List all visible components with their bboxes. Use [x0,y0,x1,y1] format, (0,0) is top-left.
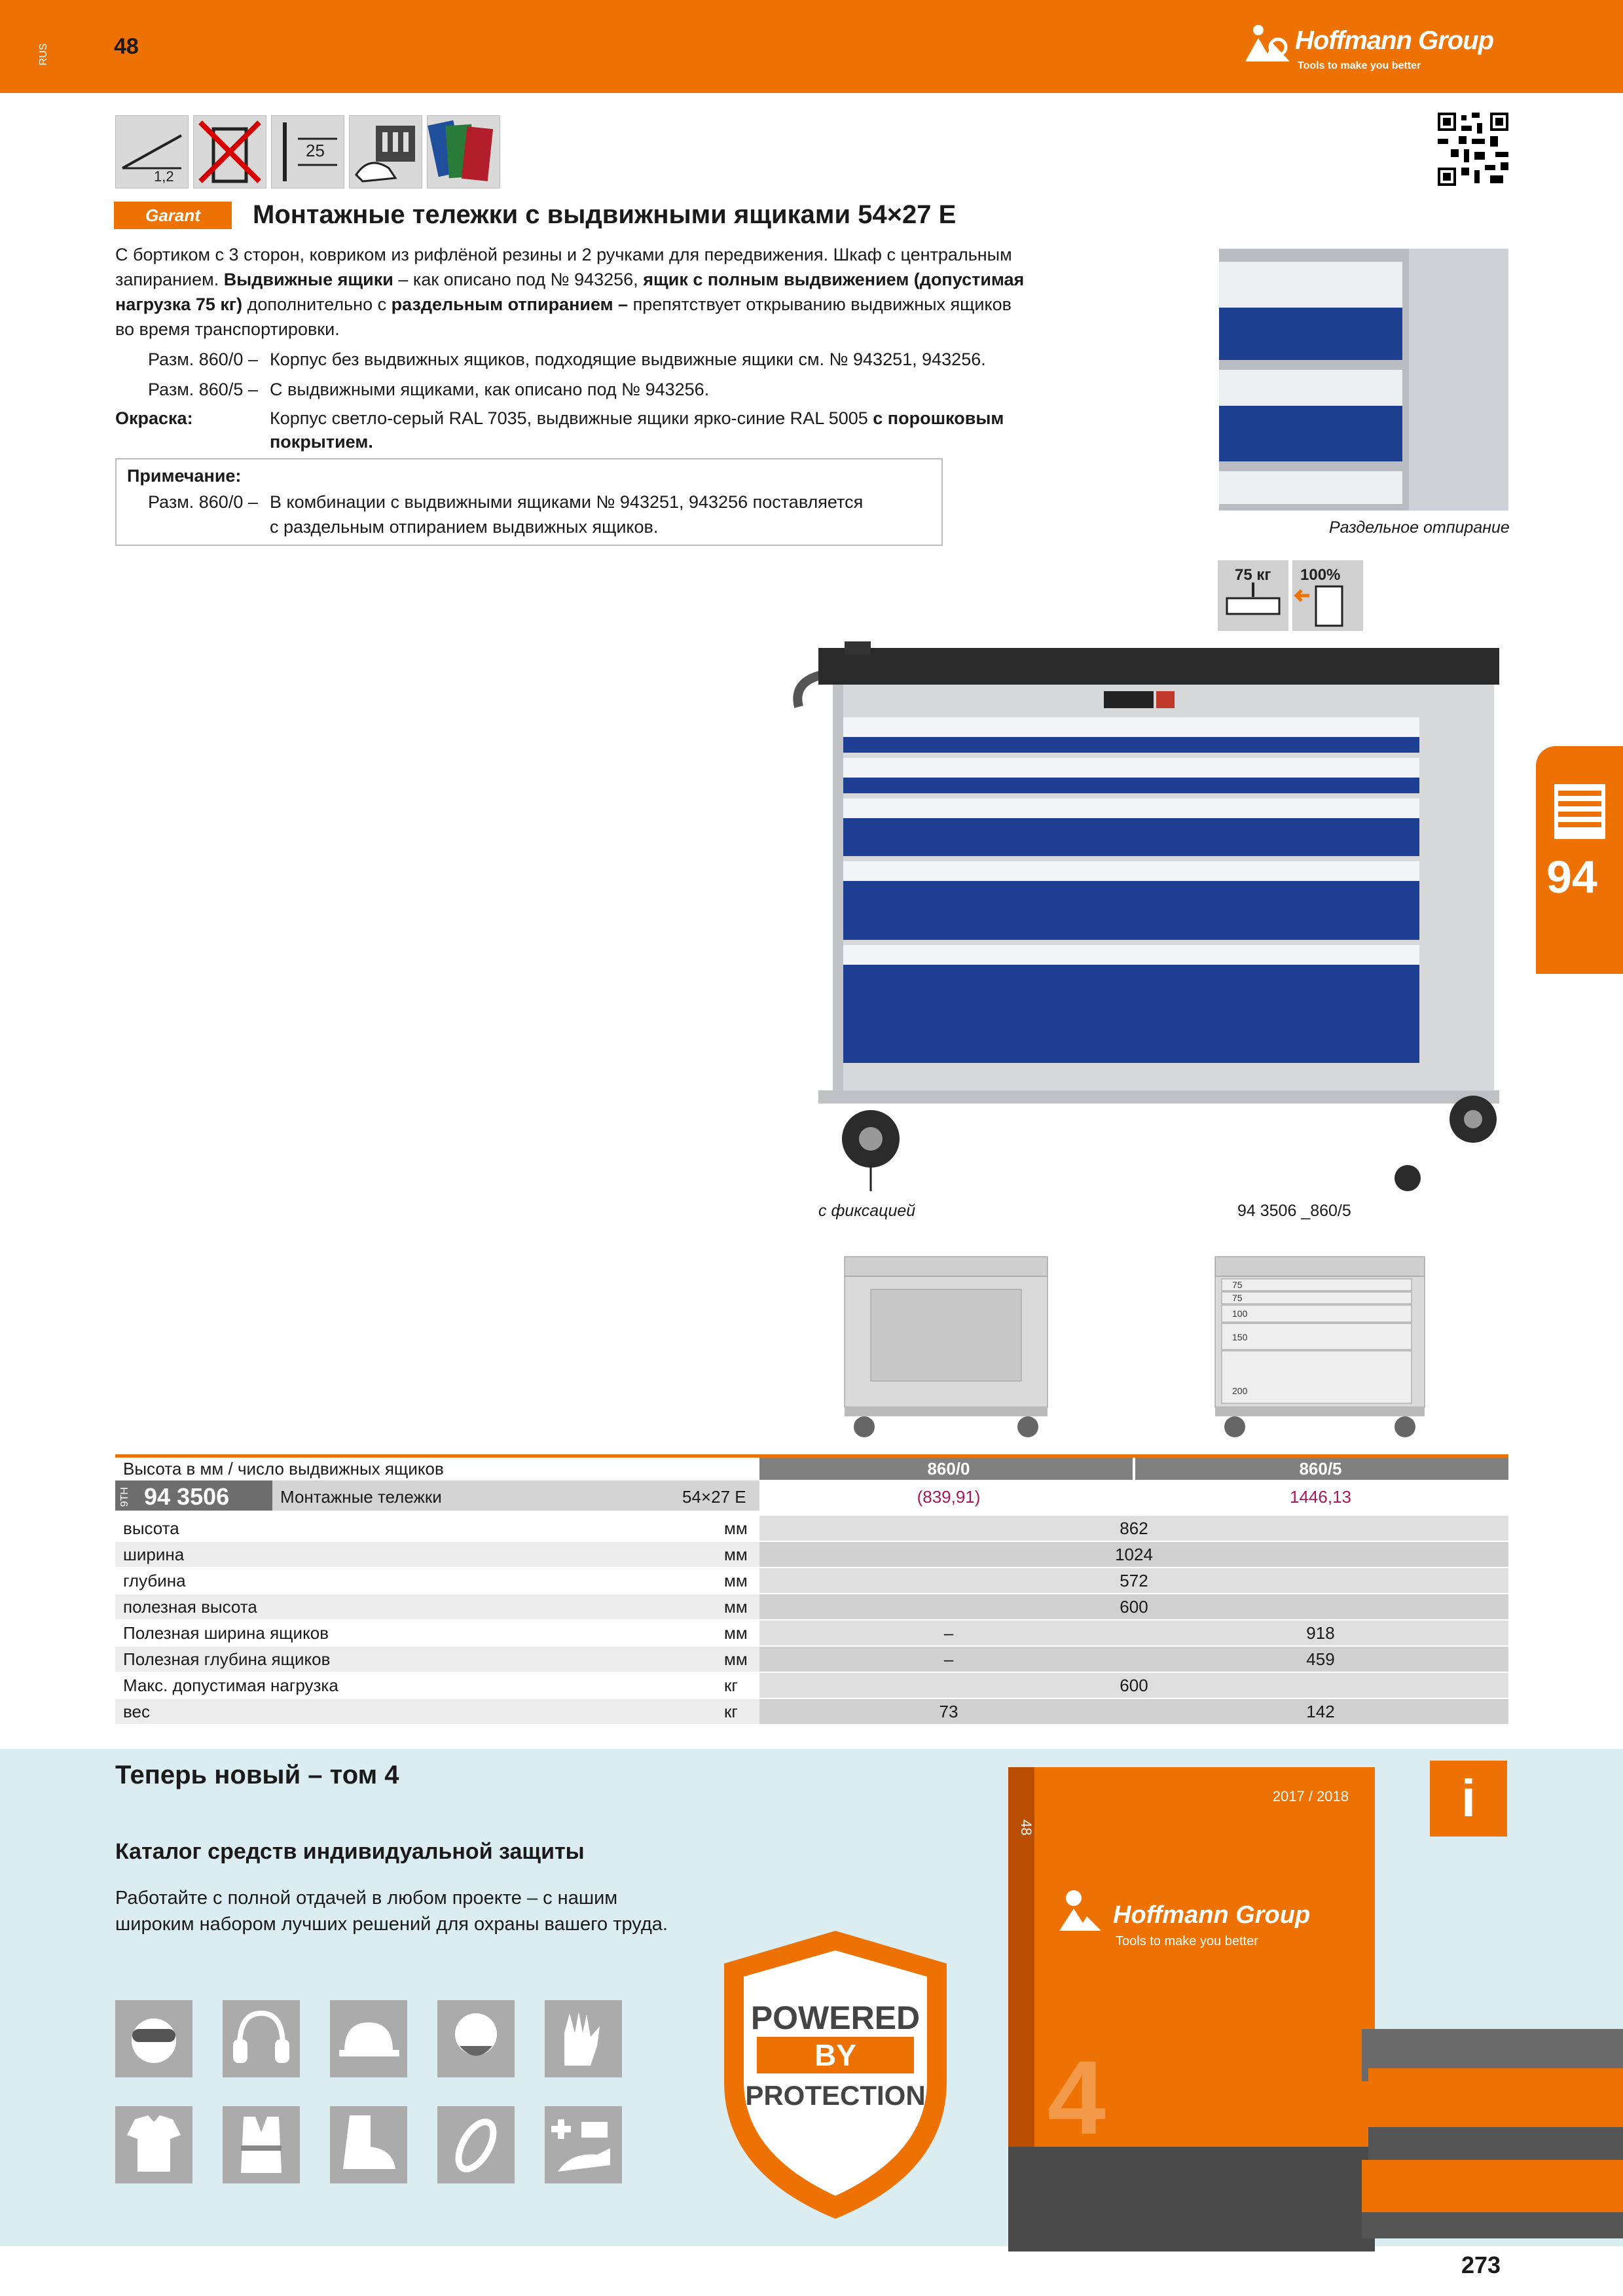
desc-line-2: запиранием. Выдвижные ящики – как описано под № 943256, ящик с полным выдвижением (допустимая [115,270,1025,289]
color-swatch-icon [427,115,500,188]
cart-photo-860-5 [779,628,1519,1191]
hard-hat-icon [330,2000,407,2077]
article-size: 54×27 E [682,1487,746,1507]
drawer-hand-icon [349,115,422,188]
goggles-icon [115,2000,192,2077]
detail-caption: Раздельное отпирание [1329,518,1510,537]
svg-text:2017 / 2018: 2017 / 2018 [1272,1788,1349,1804]
product-description [115,242,1110,342]
size-key-860-0: Разм. 860/0 – [148,350,258,369]
height-25-icon [271,115,344,188]
col-head-860-5: 860/5 [1299,1459,1342,1479]
svg-text:75: 75 [1232,1280,1243,1290]
article-row[interactable] [115,1480,1508,1511]
page-number-top: 48 [114,34,139,59]
cart-drawing-860-0 [831,1250,1061,1440]
svg-text:48: 48 [1018,1820,1034,1836]
note-title: Примечание: [127,466,242,486]
chapter-number: 94 [1546,852,1597,903]
svg-text:25: 25 [306,141,325,160]
no-ladder-icon [193,115,266,188]
paint-text: Корпус светло-серый RAL 7035, выдвижные ящики ярко-синие RAL 5005 с порошковым [270,408,1004,428]
table-row: Полезная ширина ящиков мм – 918 [115,1621,1508,1645]
svg-text:POWERED: POWERED [750,2000,921,2036]
paint-label: Окраска: [115,408,193,428]
info-icon[interactable]: i [1430,1761,1507,1837]
svg-text:PROTECTION: PROTECTION [745,2080,926,2111]
page-number-bottom: 273 [1461,2251,1501,2278]
table-row: глубина мм 572 [115,1568,1508,1593]
hoffmann-logo-icon [1244,24,1291,63]
svg-text:75 кг: 75 кг [1235,566,1271,584]
promo-headline: Теперь новый – том 4 [115,1761,399,1789]
note-box [115,458,943,546]
table-head-label: Высота в мм / число выдвижных ящиков [123,1459,444,1479]
caster-lock-caption: с фиксацией [818,1202,916,1220]
note-line-2: с раздельным отпиранием выдвижных ящиков. [270,517,659,537]
hi-vis-vest-icon [223,2106,300,2183]
product-title: Монтажные тележки с выдвижными ящиками 54×27 E [253,200,957,229]
cart-drawing-860-5 [1202,1250,1438,1440]
note-line-1: В комбинации с выдвижными ящиками № 943251, 943256 поставляется [270,492,864,512]
svg-text:150: 150 [1232,1332,1248,1342]
size-key-860-5: Разм. 860/5 – [148,380,258,399]
safety-boot-icon [330,2106,407,2183]
table-row: полезная высота мм 600 [115,1594,1508,1619]
price-860-0: (839,91) [917,1487,981,1507]
powered-by-protection-shield [711,1924,960,2225]
brand-name: Hoffmann Group [1295,26,1494,55]
garant-badge: Garant [114,202,232,229]
table-row: Полезная глубина ящиков мм – 459 [115,1647,1508,1672]
chapter-workbench-icon [1553,783,1607,840]
desc-line-4: во время транспортировки. [115,319,340,339]
promo-subheadline: Каталог средств индивидуальной защиты [115,1839,585,1864]
product-code-caption: 94 3506 _860/5 [1237,1202,1351,1220]
col-head-860-0: 860/0 [927,1459,970,1479]
svg-text:100: 100 [1232,1308,1248,1319]
svg-text:Tools to make you better: Tools to make you better [1116,1934,1258,1948]
drawer-detail-photo [1219,249,1508,511]
table-header-row [115,1454,1508,1480]
svg-text:Hoffmann Group: Hoffmann Group [1113,1901,1311,1929]
desc-line-1: С бортиком с 3 сторон, ковриком из рифлёной резины и 2 ручками для передвижения. Шкаф с центральным [115,245,1012,264]
table-row: Макс. допустимая нагрузка кг 600 [115,1673,1508,1698]
respirator-icon [437,2000,515,2077]
svg-text:4: 4 [1048,2039,1106,2156]
product-boxes-photo [1362,2029,1623,2238]
table-row: вес кг 73 142 [115,1699,1508,1724]
workwear-icon [115,2106,192,2183]
qr-code[interactable] [1438,113,1508,186]
hoffmann-logo[interactable] [1244,20,1519,79]
article-number: 94 3506 [144,1483,230,1510]
language-code: RUS [38,43,49,65]
note-key: Разм. 860/0 – [148,492,258,512]
table-row: ширина мм 1024 [115,1542,1508,1567]
fall-protection-icon [437,2106,515,2183]
promo-text: Работайте с полной отдачей в любом проекте – с нашим широким набором лучших решений для охраны вашего труда. [115,1888,668,1935]
svg-text:100%: 100% [1300,566,1341,584]
ear-protection-icon [223,2000,300,2077]
svg-text:1,2: 1,2 [154,168,174,185]
load-capacity-icon [1218,560,1363,631]
svg-text:BY: BY [814,2038,856,2072]
table-row: высота мм 862 [115,1516,1508,1541]
tilt-1-2-icon [115,115,189,188]
article-prefix: 9TH [119,1487,130,1507]
svg-text:75: 75 [1232,1293,1243,1303]
catalogue-book [1008,1767,1375,2251]
size-text-860-5: С выдвижными ящиками, как описано под № 943256. [270,380,710,399]
svg-text:200: 200 [1232,1386,1248,1396]
gloves-icon [545,2000,622,2077]
paint-text-2: покрытием. [270,432,373,452]
article-name: Монтажные тележки [280,1487,442,1507]
first-aid-icon [545,2106,622,2183]
size-text-860-0: Корпус без выдвижных ящиков, подходящие выдвижные ящики см. № 943251, 943256. [270,350,986,369]
desc-line-3: нагрузка 75 кг) дополнительно с раздельным отпиранием – препятствует открыванию выдвижных ящиков [115,295,1012,314]
brand-tagline: Tools to make you better [1298,60,1421,71]
price-860-5: 1446,13 [1290,1487,1351,1507]
